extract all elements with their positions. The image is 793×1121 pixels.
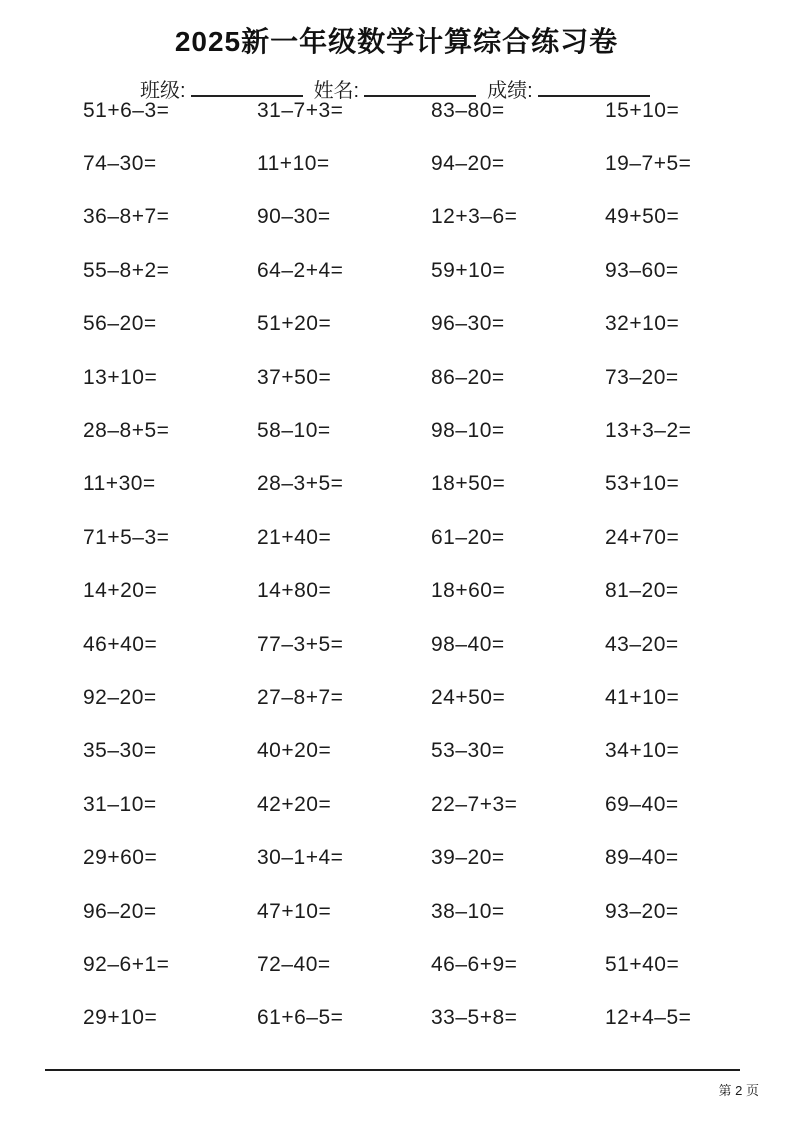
problem-r6-c3: 86–20=	[431, 365, 505, 389]
problem-r17-c4: 51+40=	[605, 952, 680, 976]
problem-r13-c4: 34+10=	[605, 739, 680, 763]
problem-r14-c1: 31–10=	[83, 792, 157, 816]
problem-r10-c1: 14+20=	[83, 579, 158, 603]
problem-r8-c4: 53+10=	[605, 472, 680, 496]
name-label: 姓名:	[313, 80, 360, 102]
problem-r2-c3: 94–20=	[431, 152, 505, 176]
problem-r18-c1: 29+10=	[83, 1006, 158, 1030]
problem-r7-c4: 13+3–2=	[605, 419, 692, 443]
problem-r18-c4: 12+4–5=	[605, 1006, 692, 1030]
problem-r1-c2: 31–7+3=	[257, 98, 344, 122]
page-number: 第 2 页	[718, 1083, 759, 1098]
problem-r16-c1: 96–20=	[83, 899, 157, 923]
problem-r13-c3: 53–30=	[431, 739, 505, 763]
problem-r7-c3: 98–10=	[431, 419, 505, 443]
problem-r11-c3: 98–40=	[431, 632, 505, 656]
problem-r7-c1: 28–8+5=	[83, 419, 170, 443]
problem-r8-c1: 11+30=	[83, 472, 156, 496]
problem-r5-c3: 96–30=	[431, 312, 505, 336]
problem-r11-c4: 43–20=	[605, 632, 679, 656]
problem-r3-c3: 12+3–6=	[431, 205, 518, 229]
problem-r17-c3: 46–6+9=	[431, 952, 518, 976]
problem-r4-c4: 93–60=	[605, 258, 679, 282]
problem-r15-c3: 39–20=	[431, 846, 505, 870]
problem-r10-c3: 18+60=	[431, 579, 506, 603]
problem-r9-c3: 61–20=	[431, 525, 505, 549]
problem-r5-c2: 51+20=	[257, 312, 332, 336]
problem-r8-c3: 18+50=	[431, 472, 506, 496]
problem-r5-c4: 32+10=	[605, 312, 680, 336]
problem-r8-c2: 28–3+5=	[257, 472, 344, 496]
problem-r5-c1: 56–20=	[83, 312, 157, 336]
problem-r11-c1: 46+40=	[83, 632, 158, 656]
problem-r10-c2: 14+80=	[257, 579, 332, 603]
problem-r1-c4: 15+10=	[605, 98, 680, 122]
problem-r4-c3: 59+10=	[431, 258, 506, 282]
problem-r14-c2: 42+20=	[257, 792, 332, 816]
problem-r18-c3: 33–5+8=	[431, 1006, 518, 1030]
problem-r1-c3: 83–80=	[431, 98, 505, 122]
problem-r1-c1: 51+6–3=	[83, 98, 170, 122]
problem-r14-c3: 22–7+3=	[431, 792, 518, 816]
problem-r6-c1: 13+10=	[83, 365, 158, 389]
problem-r12-c2: 27–8+7=	[257, 685, 344, 709]
problem-r16-c2: 47+10=	[257, 899, 332, 923]
problem-r11-c2: 77–3+5=	[257, 632, 344, 656]
problem-r3-c4: 49+50=	[605, 205, 680, 229]
problem-r3-c2: 90–30=	[257, 205, 331, 229]
problem-r16-c3: 38–10=	[431, 899, 505, 923]
problem-r13-c1: 35–30=	[83, 739, 157, 763]
problem-r17-c2: 72–40=	[257, 952, 331, 976]
problem-r14-c4: 69–40=	[605, 792, 679, 816]
problem-r6-c4: 73–20=	[605, 365, 679, 389]
problem-r6-c2: 37+50=	[257, 365, 332, 389]
problem-r9-c1: 71+5–3=	[83, 525, 170, 549]
problem-r3-c1: 36–8+7=	[83, 205, 170, 229]
problem-r12-c4: 41+10=	[605, 685, 680, 709]
problem-r9-c4: 24+70=	[605, 525, 680, 549]
problem-r15-c2: 30–1+4=	[257, 846, 344, 870]
problem-r2-c1: 74–30=	[83, 152, 157, 176]
problem-r4-c2: 64–2+4=	[257, 258, 344, 282]
problem-r17-c1: 92–6+1=	[83, 952, 170, 976]
problem-r16-c4: 93–20=	[605, 899, 679, 923]
score-label: 成绩:	[487, 80, 533, 102]
problem-r10-c4: 81–20=	[605, 579, 679, 603]
class-label: 班级:	[140, 80, 186, 102]
problem-r9-c2: 21+40=	[257, 525, 332, 549]
problems-grid	[83, 84, 779, 1045]
page-title: 2025新一年级数学计算综合练习卷	[174, 26, 619, 57]
problem-r7-c2: 58–10=	[257, 419, 331, 443]
problem-r12-c3: 24+50=	[431, 685, 506, 709]
problem-r15-c4: 89–40=	[605, 846, 679, 870]
problem-r2-c4: 19–7+5=	[605, 152, 692, 176]
problem-r18-c2: 61+6–5=	[257, 1006, 344, 1030]
problem-r12-c1: 92–20=	[83, 685, 157, 709]
footer-divider	[45, 1069, 740, 1071]
problem-r4-c1: 55–8+2=	[83, 258, 170, 282]
problem-r2-c2: 11+10=	[257, 152, 330, 176]
problem-r13-c2: 40+20=	[257, 739, 332, 763]
problem-r15-c1: 29+60=	[83, 846, 158, 870]
